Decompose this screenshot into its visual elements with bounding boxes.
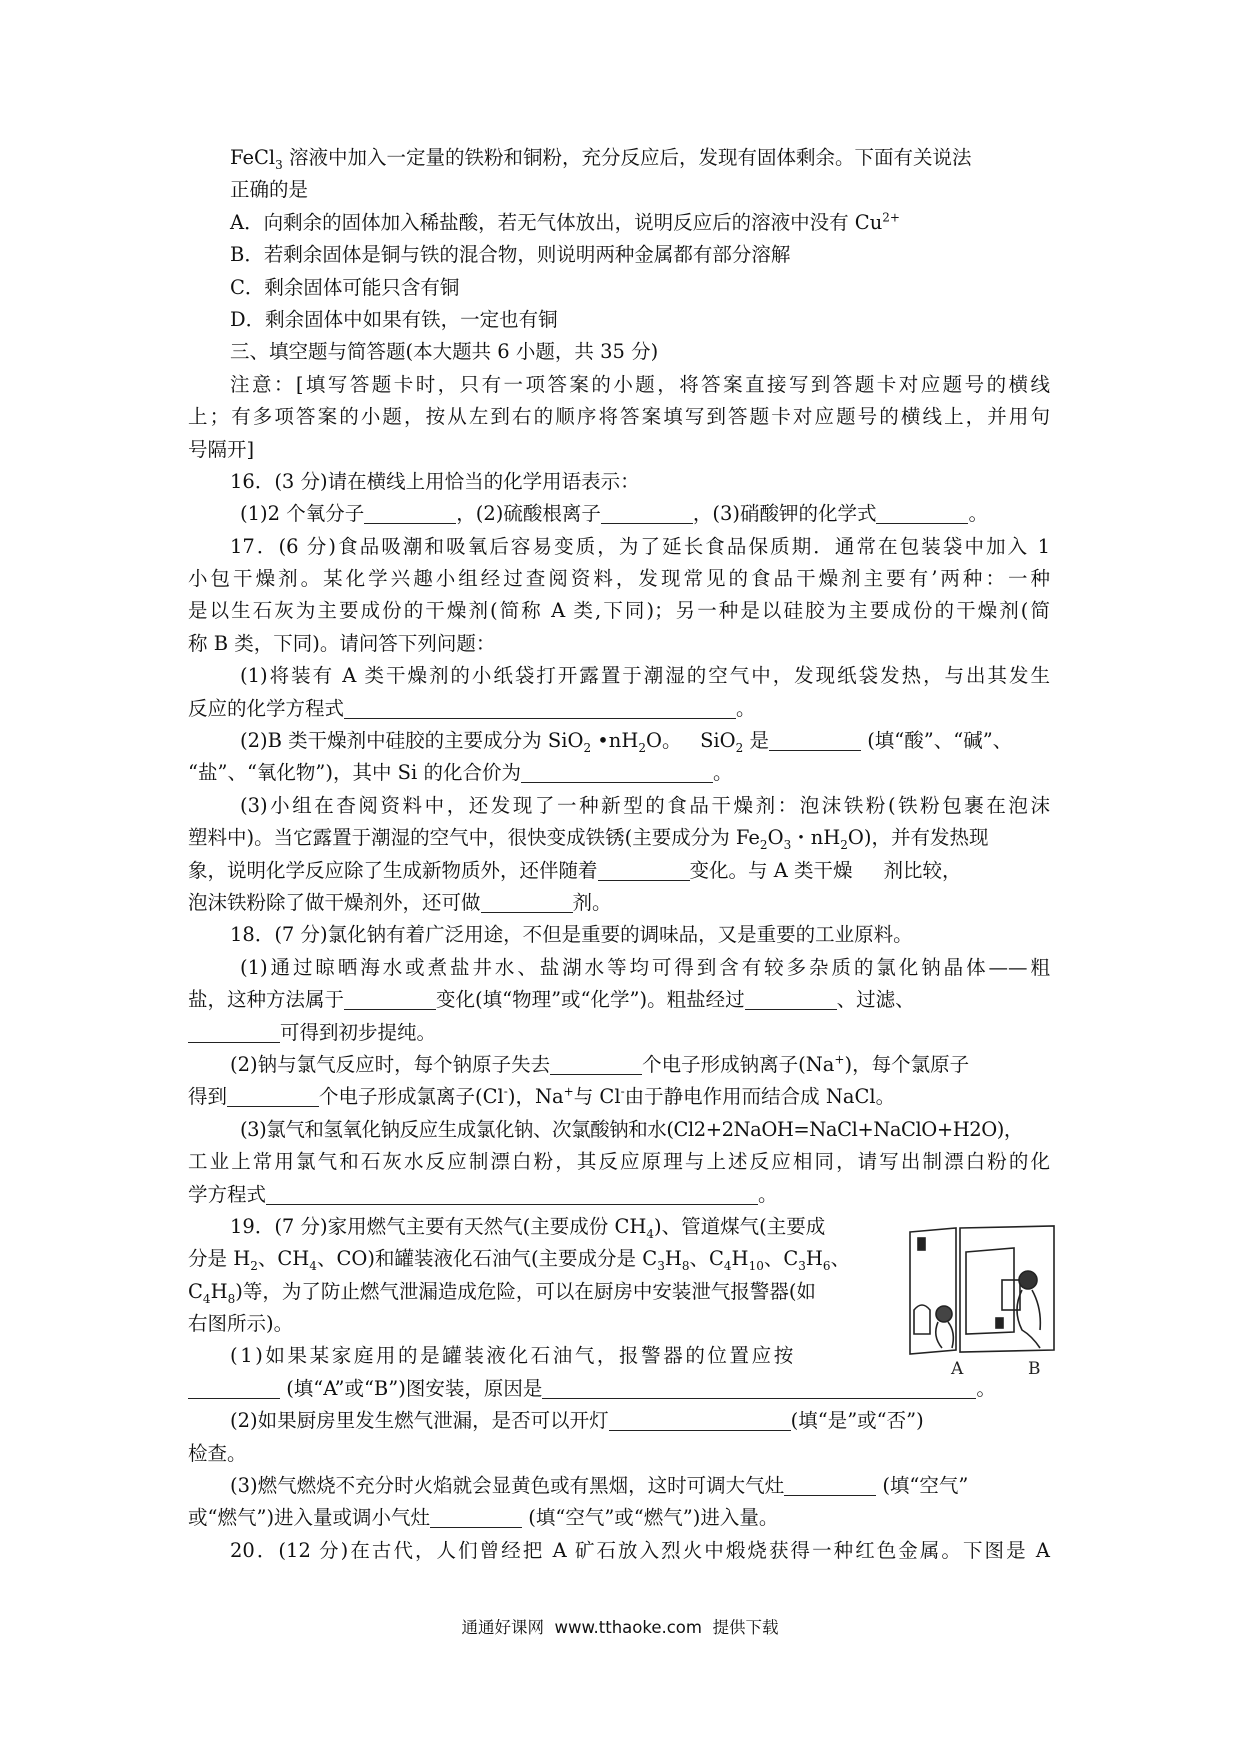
q19-sub2-line1: (2)如果厨房里发生燃气泄漏，是否可以开灯 (填“是”或“否”) (230, 1409, 924, 1433)
q16-parts: (1)2 个氧分子 ，(2)硫酸根离子 ，(3)硝酸钾的化学式 。 (240, 502, 988, 526)
section3-note-line1: 注意：[填写答题卡时，只有一项答案的小题，将答案直接写到答题卡对应题号的横线 (230, 372, 1050, 396)
q17-blank-valence[interactable] (521, 760, 713, 783)
q18-sub1-line1: (1)通过晾晒海水或煮盐井水、盐湖水等均可得到含有较多杂质的氯化钠晶体——粗 (240, 955, 1050, 979)
panel-a-person-body (936, 1322, 954, 1348)
q19-sub2-line2: 检查。 (188, 1441, 247, 1465)
panel-b-person-head (1019, 1271, 1037, 1289)
q18-blank-step2[interactable] (188, 1020, 280, 1043)
q17-sub2-line1: (2)B 类干燥剂中硅胶的主要成分为 SiO$_2$ $•nH_2O$。 SiO$_2$ 是 (填“酸”、“碱”、 (240, 729, 1013, 755)
q19-line1: 19．(7 分)家用燃气主要有天然气(主要成份 $CH_4$)、管道煤气(主要成 (230, 1214, 826, 1241)
q18-blank-step[interactable] (745, 987, 837, 1010)
q15-stem-line2: 正确的是 (230, 178, 309, 202)
q16-blank-3[interactable] (876, 501, 968, 524)
q18-sub3-line2: 工业上常用氯气和石灰水反应制漂白粉，其反应原理与上述反应相同，请写出制漂白粉的化 (188, 1150, 1050, 1174)
q18-sub2-line2: 得到 个电子形成氯离子(Cl-)，Na+与 Cl-由于静电作用而结合成 NaCl。 (188, 1084, 896, 1109)
q17-blank-equation[interactable] (344, 696, 736, 719)
section3-heading: 三、填空题与简答题(本大题共 6 小题，共 35 分) (230, 340, 659, 364)
panel-a-wall (910, 1228, 956, 1354)
q18-sub1-line3: 可得到初步提纯。 (188, 1017, 1050, 1049)
q16-blank-2[interactable] (601, 501, 693, 524)
q20-line1: 20．(12 分)在古代，人们曾经把 A 矿石放入烈火中煅烧获得一种红色金属。下图是 A (230, 1538, 1050, 1562)
gas-alarm-figure (904, 1222, 1058, 1380)
q17-sub3-line3: 象，说明化学反应除了生成新物质外，还伴随着 变化。与 A 类干燥 剂比较， (188, 858, 962, 882)
q17-blank-agent[interactable] (481, 890, 573, 913)
q19-line3: $C_4H_8$)等，为了防止燃气泄漏造成危险，可以在厨房中安装泄气报警器(如 (188, 1279, 816, 1306)
q17-line1: 17．(6 分)食品吸潮和吸氧后容易变质，为了延长食品保质期．通常在包装袋中加入 1 (230, 534, 1050, 558)
q19-sub1-line2: (填“A”或“B”)图安装，原因是 。 (188, 1373, 1050, 1405)
figure-label-a: A (951, 1359, 964, 1379)
q19-blank-light[interactable] (609, 1408, 791, 1431)
q17-sub2-line2: “盐”、“氧化物”)，其中 Si 的化合价为 。 (188, 761, 733, 785)
q18-blank-gain[interactable] (227, 1084, 319, 1107)
q18-sub1-line2: 盐，这种方法属于 变化(填“物理”或“化学”)。粗盐经过 、过滤、 (188, 988, 915, 1012)
q15-option-c: C．剩余固体可能只含有铜 (230, 275, 460, 299)
q19-sub3-line2: 或“燃气”)进入量或调小气灶 (填“空气”或“燃气”)进入量。 (188, 1506, 779, 1530)
q18-sub2-line1: (2)钠与氯气反应时，每个钠原子失去 个电子形成钠离子(Na+)，每个氯原子 (230, 1052, 970, 1076)
q15-option-d: D．剩余固体中如果有铁，一定也有铜 (230, 307, 558, 331)
q18-line1: 18．(7 分)氯化钠有着广泛用途，不但是重要的调味品，又是重要的工业原料。 (230, 923, 913, 947)
q17-line3: 是以生石灰为主要成份的干燥剂(简称 A 类,下同)；另一种是以硅胶为主要成份的干燥剂(简 (188, 599, 1050, 623)
q17-blank-sio2-class[interactable] (769, 728, 861, 751)
q17-sub3-line4: 泡沫铁粉除了做干燥剂外，还可做 剂。 (188, 890, 612, 914)
panel-a-stove-icon (914, 1305, 930, 1334)
q19-blank-decrease[interactable] (430, 1505, 522, 1528)
q17-sub1-line1: (1)将装有 A 类干燥剂的小纸袋打开露置于潮湿的空气中，发现纸袋发热，与出其发生 (240, 664, 1050, 688)
q19-blank-ab[interactable] (188, 1376, 280, 1399)
q18-blank-bleach-equation[interactable] (266, 1182, 758, 1205)
q19-sub3-line1: (3)燃气燃烧不充分时火焰就会显黄色或有黑烟，这时可调大气灶 (填“空气” (230, 1474, 969, 1498)
q17-sub1-line2: 反应的化学方程式 。 (188, 696, 756, 720)
q15-stem-line1: FeCl$_3$ 溶液中加入一定量的铁粉和铜粉，充分反应后，发现有固体剩余。下面有关说法 (230, 146, 972, 172)
q17-blank-energy[interactable] (598, 858, 690, 881)
q15-option-b: B．若剩余固体是铜与铁的混合物，则说明两种金属都有部分溶解 (230, 243, 791, 267)
figure-label-b: B (1028, 1359, 1041, 1379)
q16-stem: 16．(3 分)请在横线上用恰当的化学用语表示： (230, 469, 640, 493)
q15-option-a: A．向剩余的固体加入稀盐酸，若无气体放出，说明反应后的溶液中没有 $Cu^{2+}$ (230, 210, 900, 234)
section3-note-line2: 上；有多项答案的小题，按从左到右的顺序将答案填写到答题卡对应题号的横线上，并用句 (188, 405, 1050, 429)
q17-line4: 称 B 类，下同)。请问答下列问题： (188, 631, 496, 655)
panel-b-alarm-icon (996, 1318, 1003, 1328)
panel-a-person-head (936, 1306, 952, 1322)
q19-sub1-line1: (1)如果某家庭用的是罐装液化石油气，报警器的位置应按 (230, 1344, 796, 1368)
q17-sub3-line1: (3)小组在杳阅资料中，还发现了一种新型的食品干燥剂：泡沫铁粉(铁粉包裹在泡沫 (240, 793, 1050, 817)
q18-blank-lose[interactable] (550, 1052, 642, 1075)
q19-blank-increase[interactable] (784, 1473, 876, 1496)
q18-sub3-line3: 学方程式 。 (188, 1182, 778, 1206)
gas-alarm-illustration (904, 1222, 1058, 1380)
panel-b-door (966, 1248, 1014, 1334)
panel-a-alarm-icon (918, 1238, 925, 1250)
q18-blank-change[interactable] (344, 987, 436, 1010)
page-footer: 通通好课网 www.tthaoke.com 提供下载 (461, 1618, 779, 1637)
q18-sub3-line1: (3)氯气和氢氧化钠反应生成氯化钠、次氯酸钠和水(Cl2+2NaOH=NaCl+NaClO+H2O)， (240, 1117, 1023, 1141)
q17-sub3-line2: 塑料中)。当它露置于潮湿的空气中，很快变成铁锈(主要成分为 $Fe_2O_3$・$nH_2O$)，并有发热现 (188, 826, 989, 853)
q16-blank-1[interactable] (364, 501, 456, 524)
q19-line2: 分是 $H_2$、$CH_4$、CO)和罐装液化石油气(主要成分是 $C_3H_8$、$C_4H_{10}$、$C_3H_6$、 (188, 1247, 851, 1274)
q17-line2: 小包干燥剂。某化学兴趣小组经过查阅资料，发现常见的食品干燥剂主要有’两种：一种 (188, 567, 1050, 591)
q19-line4: 右图所示)。 (188, 1312, 294, 1336)
section3-note-line3: 号隔开] (188, 437, 255, 461)
